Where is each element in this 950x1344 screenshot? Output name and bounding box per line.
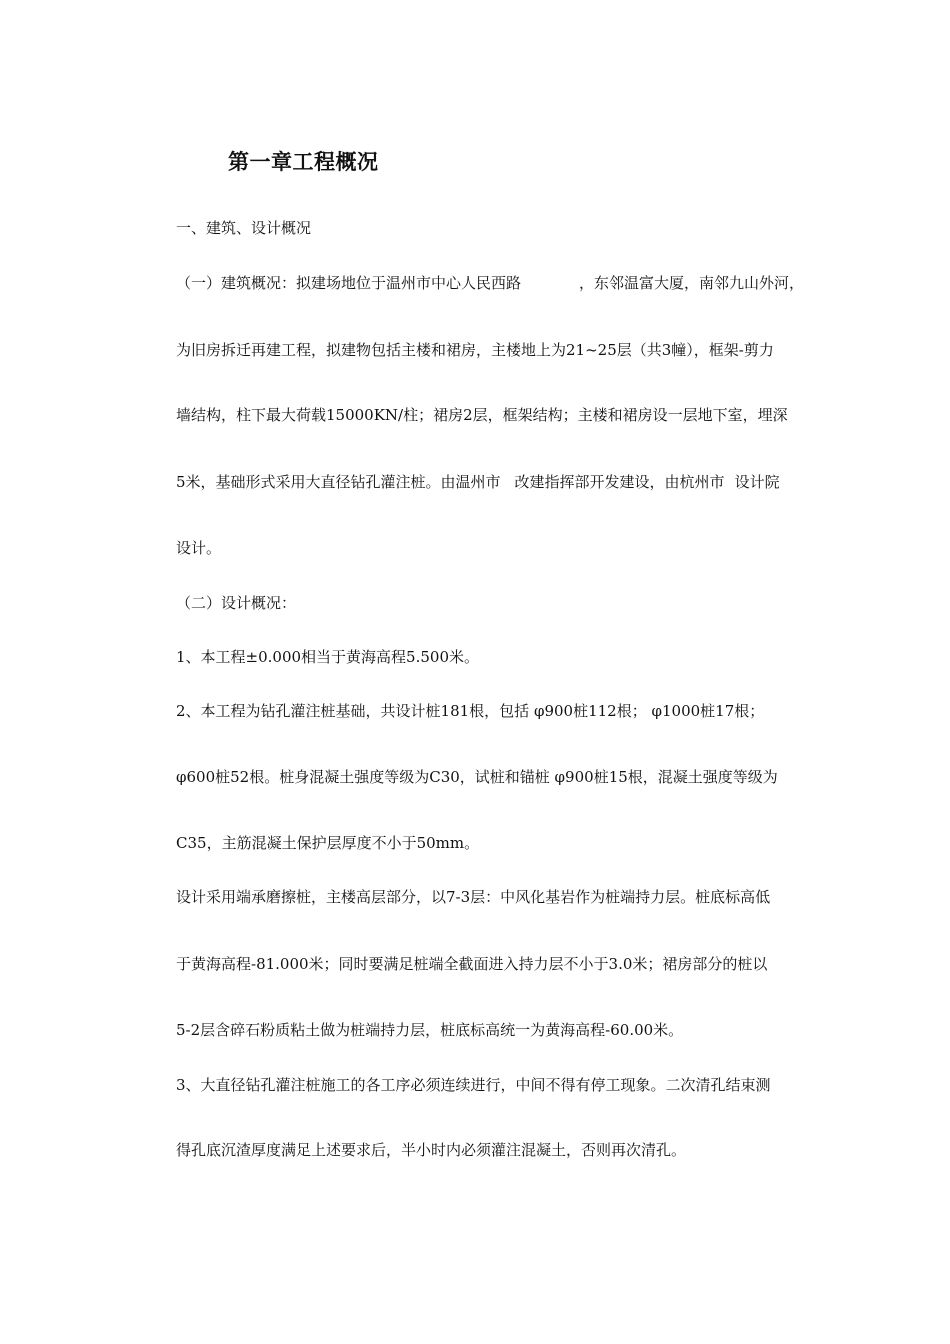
building-overview-line-3: 墙结构，柱下最大荷载15000KN/柱；裙房2层，框架结构；主楼和裙房设一层地下室，埋深 (176, 406, 788, 424)
design-item-1: 1、本工程±0.000相当于黄海高程5.500米。 (176, 648, 479, 666)
design-paragraph-line-1: 设计采用端承磨擦桩，主楼高层部分，以7-3层：中风化基岩作为桩端持力层。桩底标高低 (176, 888, 771, 906)
design-item-2-line-1: 2、本工程为钻孔灌注桩基础，共设计桩181根，包括 φ900桩112根； φ1000桩17根； (176, 702, 765, 720)
building-overview-line-4 (176, 472, 780, 492)
building-overview-line-1 (176, 273, 804, 293)
design-paragraph-line-2: 于黄海高程-81.000米；同时要满足桩端全截面进入持力层不小于3.0米；裙房部分的桩以 (176, 955, 768, 973)
chapter-title: 第一章工程概况 (228, 150, 379, 174)
design-item-3-line-1: 3、大直径钻孔灌注桩施工的各工序必须连续进行，中间不得有停工现象。二次清孔结束测 (176, 1076, 771, 1094)
design-item-2-line-3: C35，主筋混凝土保护层厚度不小于50mm。 (176, 834, 480, 852)
text-segment: 5米，基础形式采用大直径钻孔灌注桩。由温州市 (176, 473, 501, 491)
text-segment: ，东邻温富大厦，南邻九山外河， (579, 274, 805, 292)
building-overview-line-2: 为旧房拆迁再建工程，拟建物包括主楼和裙房，主楼地上为21~25层（共3幢），框架-剪力 (176, 341, 774, 359)
building-overview-line-5: 设计。 (176, 539, 222, 557)
design-paragraph-line-3: 5-2层含碎石粉质粘土做为桩端持力层，桩底标高统一为黄海高程-60.00米。 (176, 1021, 684, 1039)
design-item-2-line-2: φ600桩52根。桩身混凝土强度等级为C30，试桩和锚桩 φ900桩15根，混凝土强度等级为 (176, 768, 778, 786)
text-segment: 改建指挥部开发建设，由杭州市 (514, 473, 725, 491)
text-segment: （一）建筑概况：拟建场地位于温州市中心人民西路 (176, 274, 522, 292)
section-heading: 一、建筑、设计概况 (176, 219, 312, 237)
design-item-3-line-2: 得孔底沉渣厚度满足上述要求后，半小时内必须灌注混凝土，否则再次清孔。 (176, 1141, 687, 1159)
text-segment: 设计院 (734, 473, 780, 491)
design-overview-heading: （二）设计概况： (176, 594, 297, 612)
